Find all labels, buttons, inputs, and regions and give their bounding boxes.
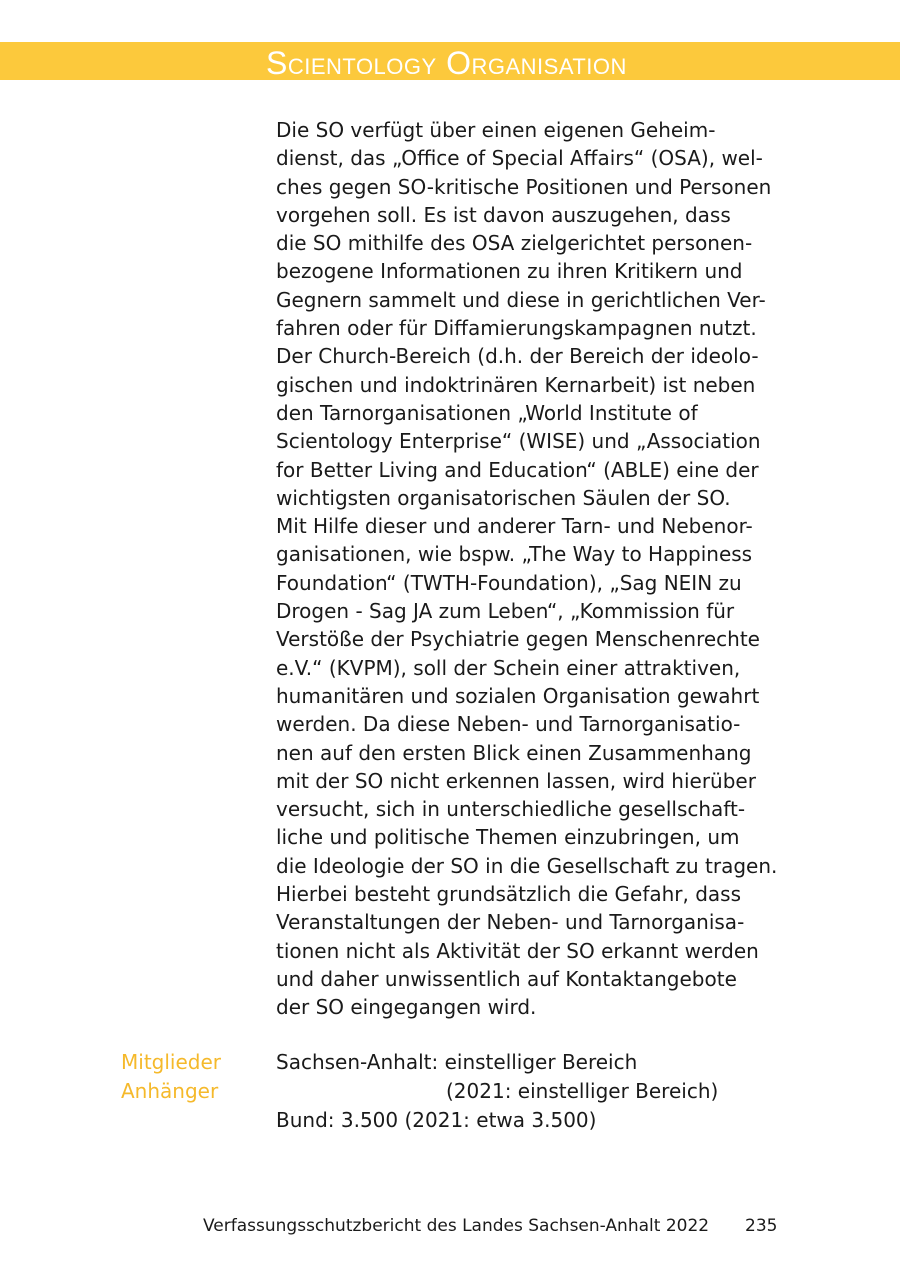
body-line: nen auf den ersten Blick einen Zusammenhang [276,740,752,765]
members-label: Mitglieder [121,1050,221,1074]
body-line: Foundation“ (TWTH-Foundation), „Sag NEIN zu [276,570,742,595]
body-line: ches gegen SO-kritische Positionen und Personen [276,174,772,199]
members-state-previous: (2021: einstelliger Bereich) [446,1079,719,1103]
body-line: und daher unwissentlich auf Kontaktangebote [276,966,737,991]
body-line: vorgehen soll. Es ist davon auszugehen, dass [276,202,731,227]
followers-label: Anhänger [121,1079,219,1103]
members-values [276,1048,718,1135]
members-state-value: Sachsen-Anhalt: einstelliger Bereich [276,1050,638,1074]
body-line: tionen nicht als Aktivität der SO erkannt werden [276,938,759,963]
page-number: 235 [745,1216,778,1236]
body-line: Veranstaltungen der Neben- und Tarnorganisa- [276,910,745,935]
body-line: die Ideologie der SO in die Gesellschaft zu tragen. [276,853,778,878]
body-line: bezogene Informationen zu ihren Kritikern und [276,259,743,284]
body-line: ganisationen, wie bspw. „The Way to Happiness [276,542,753,567]
body-text [276,116,786,1022]
footer-text: Verfassungsschutzbericht des Landes Sachsen-Anhalt 2022 [203,1216,710,1236]
body-line: Gegnern sammelt und diese in gerichtlichen Ver- [276,287,766,312]
body-line: liche und politische Themen einzubringen, um [276,825,740,850]
body-line: gischen und indoktrinären Kernarbeit) ist neben [276,372,756,397]
body-line: versucht, sich in unterschiedliche gesellschaft- [276,797,746,822]
body-line: Verstöße der Psychiatrie gegen Menschenrechte [276,627,760,652]
body-line: der SO eingegangen wird. [276,995,537,1020]
body-line: Drogen - Sag JA zum Leben“, „Kommission für [276,599,735,624]
body-line: fahren oder für Diffamierungskampagnen nutzt. [276,316,757,341]
body-line: Die SO verfügt über einen eigenen Geheim- [276,118,716,142]
body-line: Der Church-Bereich (d.h. der Bereich der ideolo- [276,344,759,369]
body-line: for Better Living and Education“ (ABLE) eine der [276,457,759,482]
body-line: dienst, das „Office of Special Affairs“ (OSA), wel- [276,146,763,171]
body-line: wichtigsten organisatorischen Säulen der SO. [276,485,731,510]
body-line: werden. Da diese Neben- und Tarnorganisatio- [276,712,741,737]
body-line: mit der SO nicht erkennen lassen, wird hierüber [276,768,756,793]
body-line: Scientology Enterprise“ (WISE) und „Association [276,429,761,454]
body-line: Hierbei besteht grundsätzlich die Gefahr, dass [276,882,742,907]
body-line: e.V.“ (KVPM), soll der Schein einer attraktiven, [276,655,741,680]
body-line: Mit Hilfe dieser und anderer Tarn- und Nebenor- [276,514,753,539]
body-line: den Tarnorganisationen „World Institute of [276,400,698,425]
members-labels [121,1048,221,1106]
body-line: humanitären und sozialen Organisation gewahrt [276,683,760,708]
page-title: Scientology Organisation [266,45,627,81]
members-federal-value: Bund: 3.500 (2021: etwa 3.500) [276,1108,597,1132]
body-line: die SO mithilfe des OSA zielgerichtet personen- [276,231,753,256]
